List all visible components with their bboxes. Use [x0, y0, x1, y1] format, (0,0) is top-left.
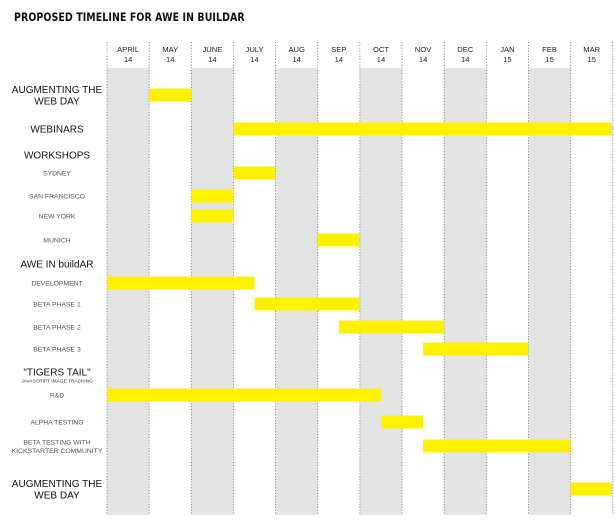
month-year-label: 15: [587, 55, 596, 64]
timeline-bar: [149, 89, 191, 102]
month-label: JUNE: [202, 45, 223, 54]
task-label: SAN FRANCISCO: [29, 193, 85, 201]
task-label: NEW YORK: [38, 213, 76, 221]
task-label: WEB DAY: [34, 96, 80, 108]
task-label: AUGMENTING THE: [11, 84, 103, 96]
task-label: ALPHA TESTING: [30, 419, 84, 427]
month-label: SEP: [331, 45, 347, 54]
task-label: SYDNEY: [43, 170, 71, 178]
month-year-label: 15: [545, 55, 554, 64]
month-year-label: 15: [503, 55, 512, 64]
timeline-bar: [423, 440, 571, 453]
month-year-label: 14: [123, 55, 133, 64]
month-label: AUG: [288, 45, 305, 54]
task-label: WEB DAY: [34, 490, 80, 502]
timeline-bar: [233, 123, 612, 136]
month-year-label: 14: [292, 55, 301, 64]
task-label: BETA PHASE 1: [33, 301, 81, 309]
task-note: JAVASCRIPT IMAGE TRACKING: [21, 379, 93, 385]
month-year-label: 14: [418, 55, 428, 64]
task-label: DEVELOPMENT: [31, 280, 83, 288]
month-label: JAN: [500, 45, 515, 54]
month-label: MAY: [162, 45, 179, 54]
timeline-bar: [339, 321, 444, 334]
month-year-label: 14: [461, 55, 470, 64]
task-label: AUGMENTING THE: [11, 478, 103, 490]
month-label: OCT: [372, 45, 389, 54]
task-label: "TIGERS TAIL": [23, 367, 91, 379]
task-label: MUNICH: [43, 237, 71, 245]
month-label: MAR: [583, 45, 601, 54]
timeline-bar: [318, 234, 360, 247]
timeline-bar: [107, 389, 381, 402]
timeline-bar: [191, 210, 233, 223]
task-label: AWE IN buildAR: [20, 259, 94, 271]
task-label: BETA PHASE 2: [33, 324, 81, 332]
timeline-bar: [233, 167, 275, 180]
month-year-label: 14: [334, 55, 344, 64]
month-shade-june: [191, 68, 233, 515]
task-label: WORKSHOPS: [23, 150, 91, 162]
timeline-bar: [423, 343, 528, 356]
chart-title: PROPOSED TIMELINE FOR AWE IN BUILDAR: [14, 10, 245, 24]
timeline-bar: [571, 483, 612, 496]
month-year-label: 14: [376, 55, 386, 64]
task-label: KICKSTARTER COMMUNITY: [11, 447, 103, 455]
timeline-bar: [381, 416, 423, 429]
task-label: R&D: [49, 392, 65, 400]
month-label: FEB: [542, 45, 557, 54]
task-label: BETA PHASE 3: [33, 346, 81, 354]
task-label: WEBINARS: [30, 124, 84, 136]
month-year-label: 14: [165, 55, 175, 64]
month-shade-april: [107, 68, 149, 515]
month-label: APRIL: [117, 45, 140, 54]
timeline-bar: [255, 298, 360, 311]
month-label: JULY: [245, 45, 264, 54]
timeline-bar: [191, 190, 233, 203]
task-labels: [12, 85, 103, 502]
month-label: NOV: [414, 45, 432, 54]
task-label: BETA TESTING WITH: [23, 439, 91, 447]
month-year-label: 14: [250, 55, 259, 64]
month-label: DEC: [457, 45, 474, 54]
month-year-label: 14: [208, 55, 217, 64]
timeline-bar: [107, 277, 255, 290]
